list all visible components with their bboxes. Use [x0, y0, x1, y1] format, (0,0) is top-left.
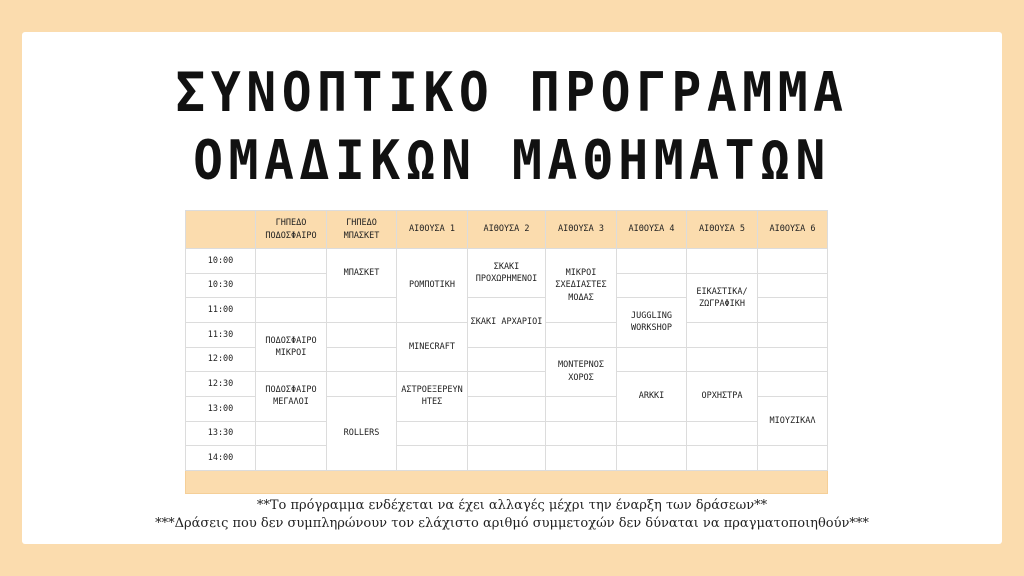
- empty-cell: [468, 446, 546, 471]
- activity-cell: ARKKI: [617, 372, 687, 421]
- empty-cell: [758, 273, 828, 298]
- empty-cell: [327, 347, 397, 372]
- column-header-room-5: ΑΙΘΟΥΣΑ 5: [687, 211, 758, 249]
- activity-cell: ΜΙΟΥΖΙΚΑΛ: [758, 396, 828, 445]
- header-row: [186, 211, 828, 249]
- page-title-line-1: ΣΥΝΟΠΤΙΚΟ ΠΡΟΓΡΑΜΜΑ: [175, 61, 849, 124]
- activity-cell: ΣΚΑΚΙ ΠΡΟΧΩΡΗΜΕΝΟΙ: [468, 249, 546, 298]
- activity-cell: ΟΡΧΗΣΤΡΑ: [687, 372, 758, 421]
- empty-cell: [468, 347, 546, 372]
- time-cell: 13:00: [186, 396, 256, 421]
- column-header-room-1: ΑΙΘΟΥΣΑ 1: [397, 211, 468, 249]
- table-row: [186, 249, 828, 274]
- schedule-table: [185, 210, 828, 494]
- empty-cell: [256, 421, 327, 446]
- empty-cell: [758, 322, 828, 347]
- empty-cell: [617, 347, 687, 372]
- empty-cell: [546, 446, 617, 471]
- empty-cell: [468, 421, 546, 446]
- table-row: [186, 372, 828, 397]
- empty-cell: [758, 298, 828, 323]
- table-footer-band: [186, 471, 828, 494]
- activity-cell: ΠΟΔΟΣΦΑΙΡΟ ΜΕΓΑΛΟΙ: [256, 372, 327, 421]
- column-header-football-court: ΓΗΠΕΔΟ ΠΟΔΟΣΦΑΙΡΟ: [256, 211, 327, 249]
- time-cell: 14:00: [186, 446, 256, 471]
- activity-cell: ΕΙΚΑΣΤΙΚΑ/ ΖΩΓΡΑΦΙΚΗ: [687, 273, 758, 322]
- empty-cell: [256, 273, 327, 298]
- activity-cell: ΜΟΝΤΕΡΝΟΣ ΧΟΡΟΣ: [546, 347, 617, 396]
- time-cell: 12:00: [186, 347, 256, 372]
- empty-cell: [687, 421, 758, 446]
- empty-cell: [397, 446, 468, 471]
- note-schedule-changes: **Το πρόγραμμα ενδέχεται να έχει αλλαγές μέχρι την έναρξη των δράσεων**: [256, 498, 768, 513]
- column-header-room-6: ΑΙΘΟΥΣΑ 6: [758, 211, 828, 249]
- empty-cell: [327, 322, 397, 347]
- activity-cell: ΣΚΑΚΙ ΑΡΧΑΡΙΟΙ: [468, 298, 546, 347]
- time-cell: 10:00: [186, 249, 256, 274]
- time-cell: 13:30: [186, 421, 256, 446]
- table-row: [186, 446, 828, 471]
- table-row: [186, 421, 828, 446]
- activity-cell: ΜΠΑΣΚΕΤ: [327, 249, 397, 298]
- empty-cell: [758, 347, 828, 372]
- activity-cell: ROLLERS: [327, 396, 397, 470]
- activity-cell: ΜΙΚΡΟΙ ΣΧΕΔΙΑΣΤΕΣ ΜΟΔΑΣ: [546, 249, 617, 323]
- time-cell: 11:30: [186, 322, 256, 347]
- empty-cell: [758, 372, 828, 397]
- empty-cell: [468, 396, 546, 421]
- empty-cell: [468, 372, 546, 397]
- activity-cell: ΡΟΜΠΟΤΙΚΗ: [397, 249, 468, 323]
- empty-cell: [546, 396, 617, 421]
- page-title-line-2: ΟΜΑΔΙΚΩΝ ΜΑΘΗΜΑΤΩΝ: [193, 129, 831, 192]
- footer-row: [186, 471, 828, 494]
- empty-cell: [256, 446, 327, 471]
- column-header-room-3: ΑΙΘΟΥΣΑ 3: [546, 211, 617, 249]
- empty-cell: [546, 322, 617, 347]
- column-header-room-4: ΑΙΘΟΥΣΑ 4: [617, 211, 687, 249]
- corner-header: [186, 211, 256, 249]
- empty-cell: [758, 249, 828, 274]
- empty-cell: [617, 273, 687, 298]
- empty-cell: [327, 372, 397, 397]
- empty-cell: [327, 298, 397, 323]
- empty-cell: [546, 421, 617, 446]
- empty-cell: [256, 298, 327, 323]
- empty-cell: [397, 421, 468, 446]
- empty-cell: [617, 421, 687, 446]
- activity-cell: ΑΣΤΡΟΕΞΕΡΕΥΝ ΗΤΕΣ: [397, 372, 468, 421]
- empty-cell: [256, 249, 327, 274]
- empty-cell: [617, 249, 687, 274]
- empty-cell: [687, 322, 758, 347]
- empty-cell: [758, 446, 828, 471]
- time-cell: 10:30: [186, 273, 256, 298]
- column-header-basket-court: ΓΗΠΕΔΟ ΜΠΑΣΚΕΤ: [327, 211, 397, 249]
- activity-cell: ΠΟΔΟΣΦΑΙΡΟ ΜΙΚΡΟΙ: [256, 322, 327, 371]
- column-header-room-2: ΑΙΘΟΥΣΑ 2: [468, 211, 546, 249]
- empty-cell: [687, 446, 758, 471]
- empty-cell: [687, 249, 758, 274]
- time-cell: 11:00: [186, 298, 256, 323]
- activity-cell: MINECRAFT: [397, 322, 468, 371]
- empty-cell: [687, 347, 758, 372]
- activity-cell: JUGGLING WORKSHOP: [617, 298, 687, 347]
- time-cell: 12:30: [186, 372, 256, 397]
- empty-cell: [617, 446, 687, 471]
- note-minimum-participants: ***Δράσεις που δεν συμπληρώνουν τον ελάχιστο αριθμό συμμετοχών δεν δύναται να πραγματοποιηθούν***: [155, 516, 869, 531]
